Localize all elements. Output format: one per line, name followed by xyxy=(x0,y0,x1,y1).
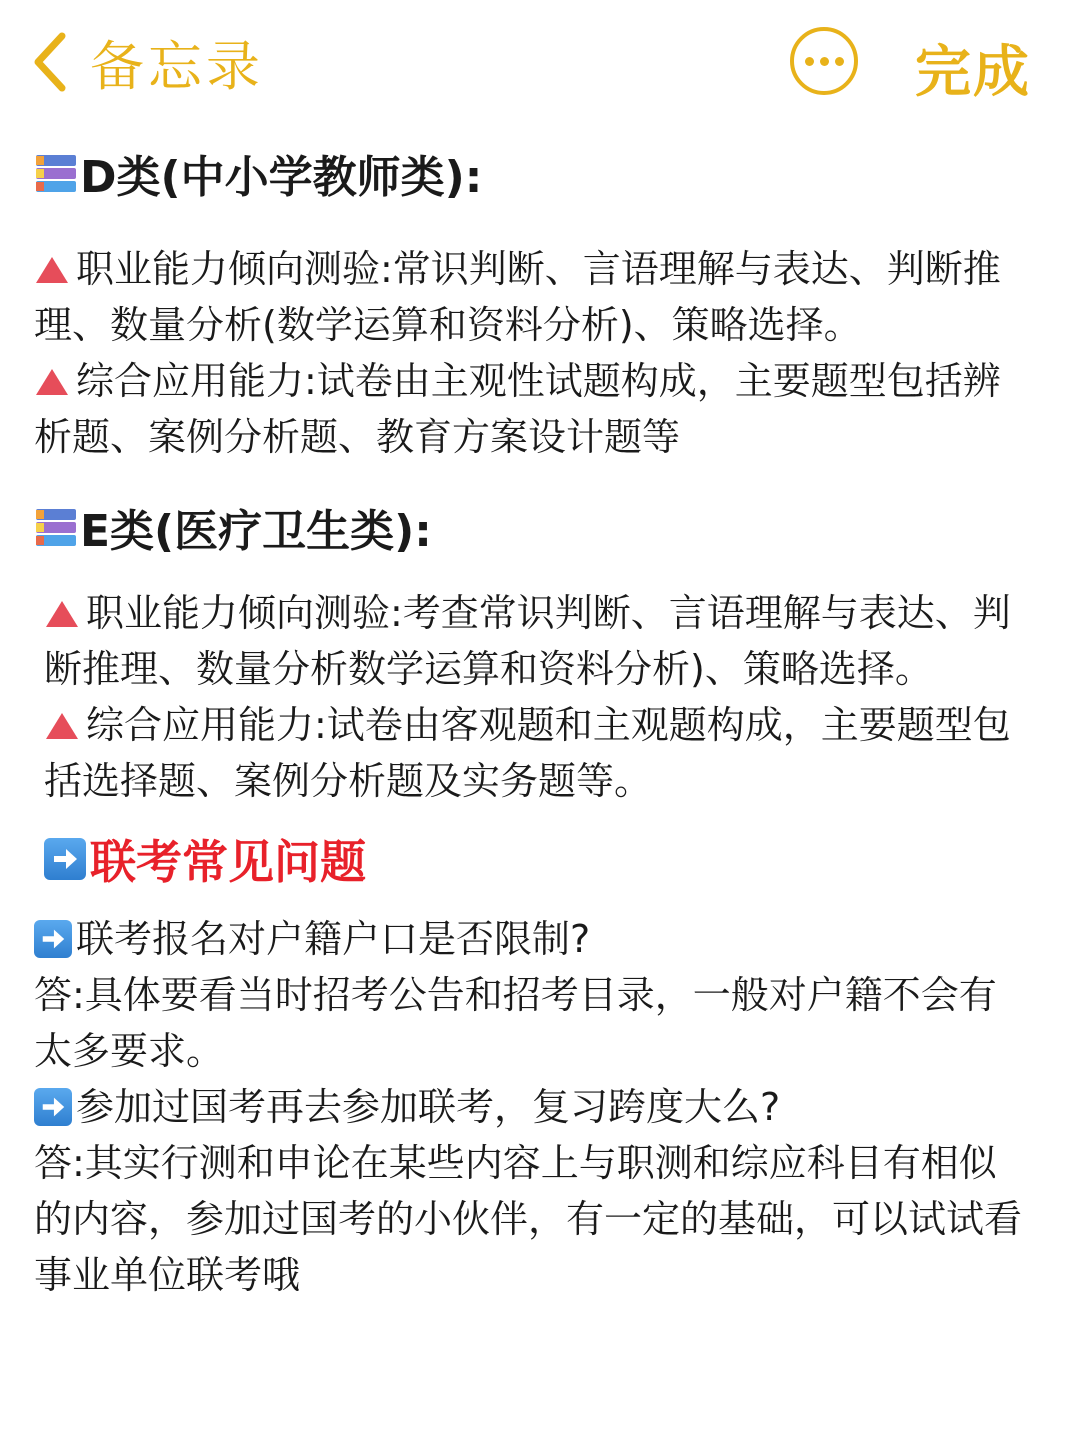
faq-heading xyxy=(34,827,1034,891)
ellipsis-dot xyxy=(820,57,829,66)
faq-answer: 答:其实行测和申论在某些内容上与职测和综应科目有相似的内容，参加过国考的小伙伴，有一定的基础，可以试试看事业单位联考哦 xyxy=(34,1141,1023,1297)
faq-question xyxy=(34,1079,1034,1135)
question-text: 联考报名对户籍户口是否限制? xyxy=(76,917,591,961)
item-text: 综合应用能力:试卷由主观性试题构成，主要题型包括辨析题、案例分析题、教育方案设计题等 xyxy=(34,359,1001,459)
section-heading xyxy=(34,489,1034,565)
back-button[interactable] xyxy=(30,22,264,102)
section-title: D类(中小学教师类): xyxy=(80,152,483,203)
list-item xyxy=(34,241,1034,353)
section-heading xyxy=(34,135,1034,211)
nav-bar xyxy=(0,0,1080,122)
faq-answer: 答:具体要看当时招考公告和招考目录，一般对户籍不会有太多要求。 xyxy=(34,973,997,1073)
item-text: 综合应用能力:试卷由客观题和主观题构成，主要题型包括选择题、案例分析题及实务题等。 xyxy=(44,703,1011,803)
question-text: 参加过国考再去参加联考，复习跨度大么? xyxy=(76,1085,781,1129)
list-item xyxy=(34,697,1034,809)
red-triangle-icon xyxy=(36,369,68,395)
back-label: 备忘录 xyxy=(90,34,264,98)
item-text: 职业能力倾向测验:考查常识判断、言语理解与表达、判断推理、数量分析数学运算和资料分析)、策略选择。 xyxy=(44,591,1011,691)
books-icon xyxy=(34,151,78,195)
list-item xyxy=(34,353,1034,465)
red-triangle-icon xyxy=(46,601,78,627)
red-triangle-icon xyxy=(46,713,78,739)
right-arrow-icon xyxy=(34,1088,72,1126)
note-content[interactable] xyxy=(34,135,1034,1303)
books-icon xyxy=(34,505,78,549)
right-arrow-icon xyxy=(44,838,86,880)
red-triangle-icon xyxy=(36,257,68,283)
done-button[interactable]: 完成 xyxy=(915,40,1031,105)
item-text: 职业能力倾向测验:常识判断、言语理解与表达、判断推理、数量分析(数学运算和资料分析)、策略选择。 xyxy=(34,247,1001,347)
section-title: E类(医疗卫生类): xyxy=(80,506,432,557)
right-arrow-icon xyxy=(34,920,72,958)
ellipsis-dot xyxy=(835,57,844,66)
list-item xyxy=(34,585,1034,697)
faq-question xyxy=(34,911,1034,967)
ellipsis-icon xyxy=(805,57,814,66)
chevron-left-icon xyxy=(30,30,70,94)
more-options-button[interactable] xyxy=(790,27,858,95)
faq-title: 联考常见问题 xyxy=(90,835,366,889)
